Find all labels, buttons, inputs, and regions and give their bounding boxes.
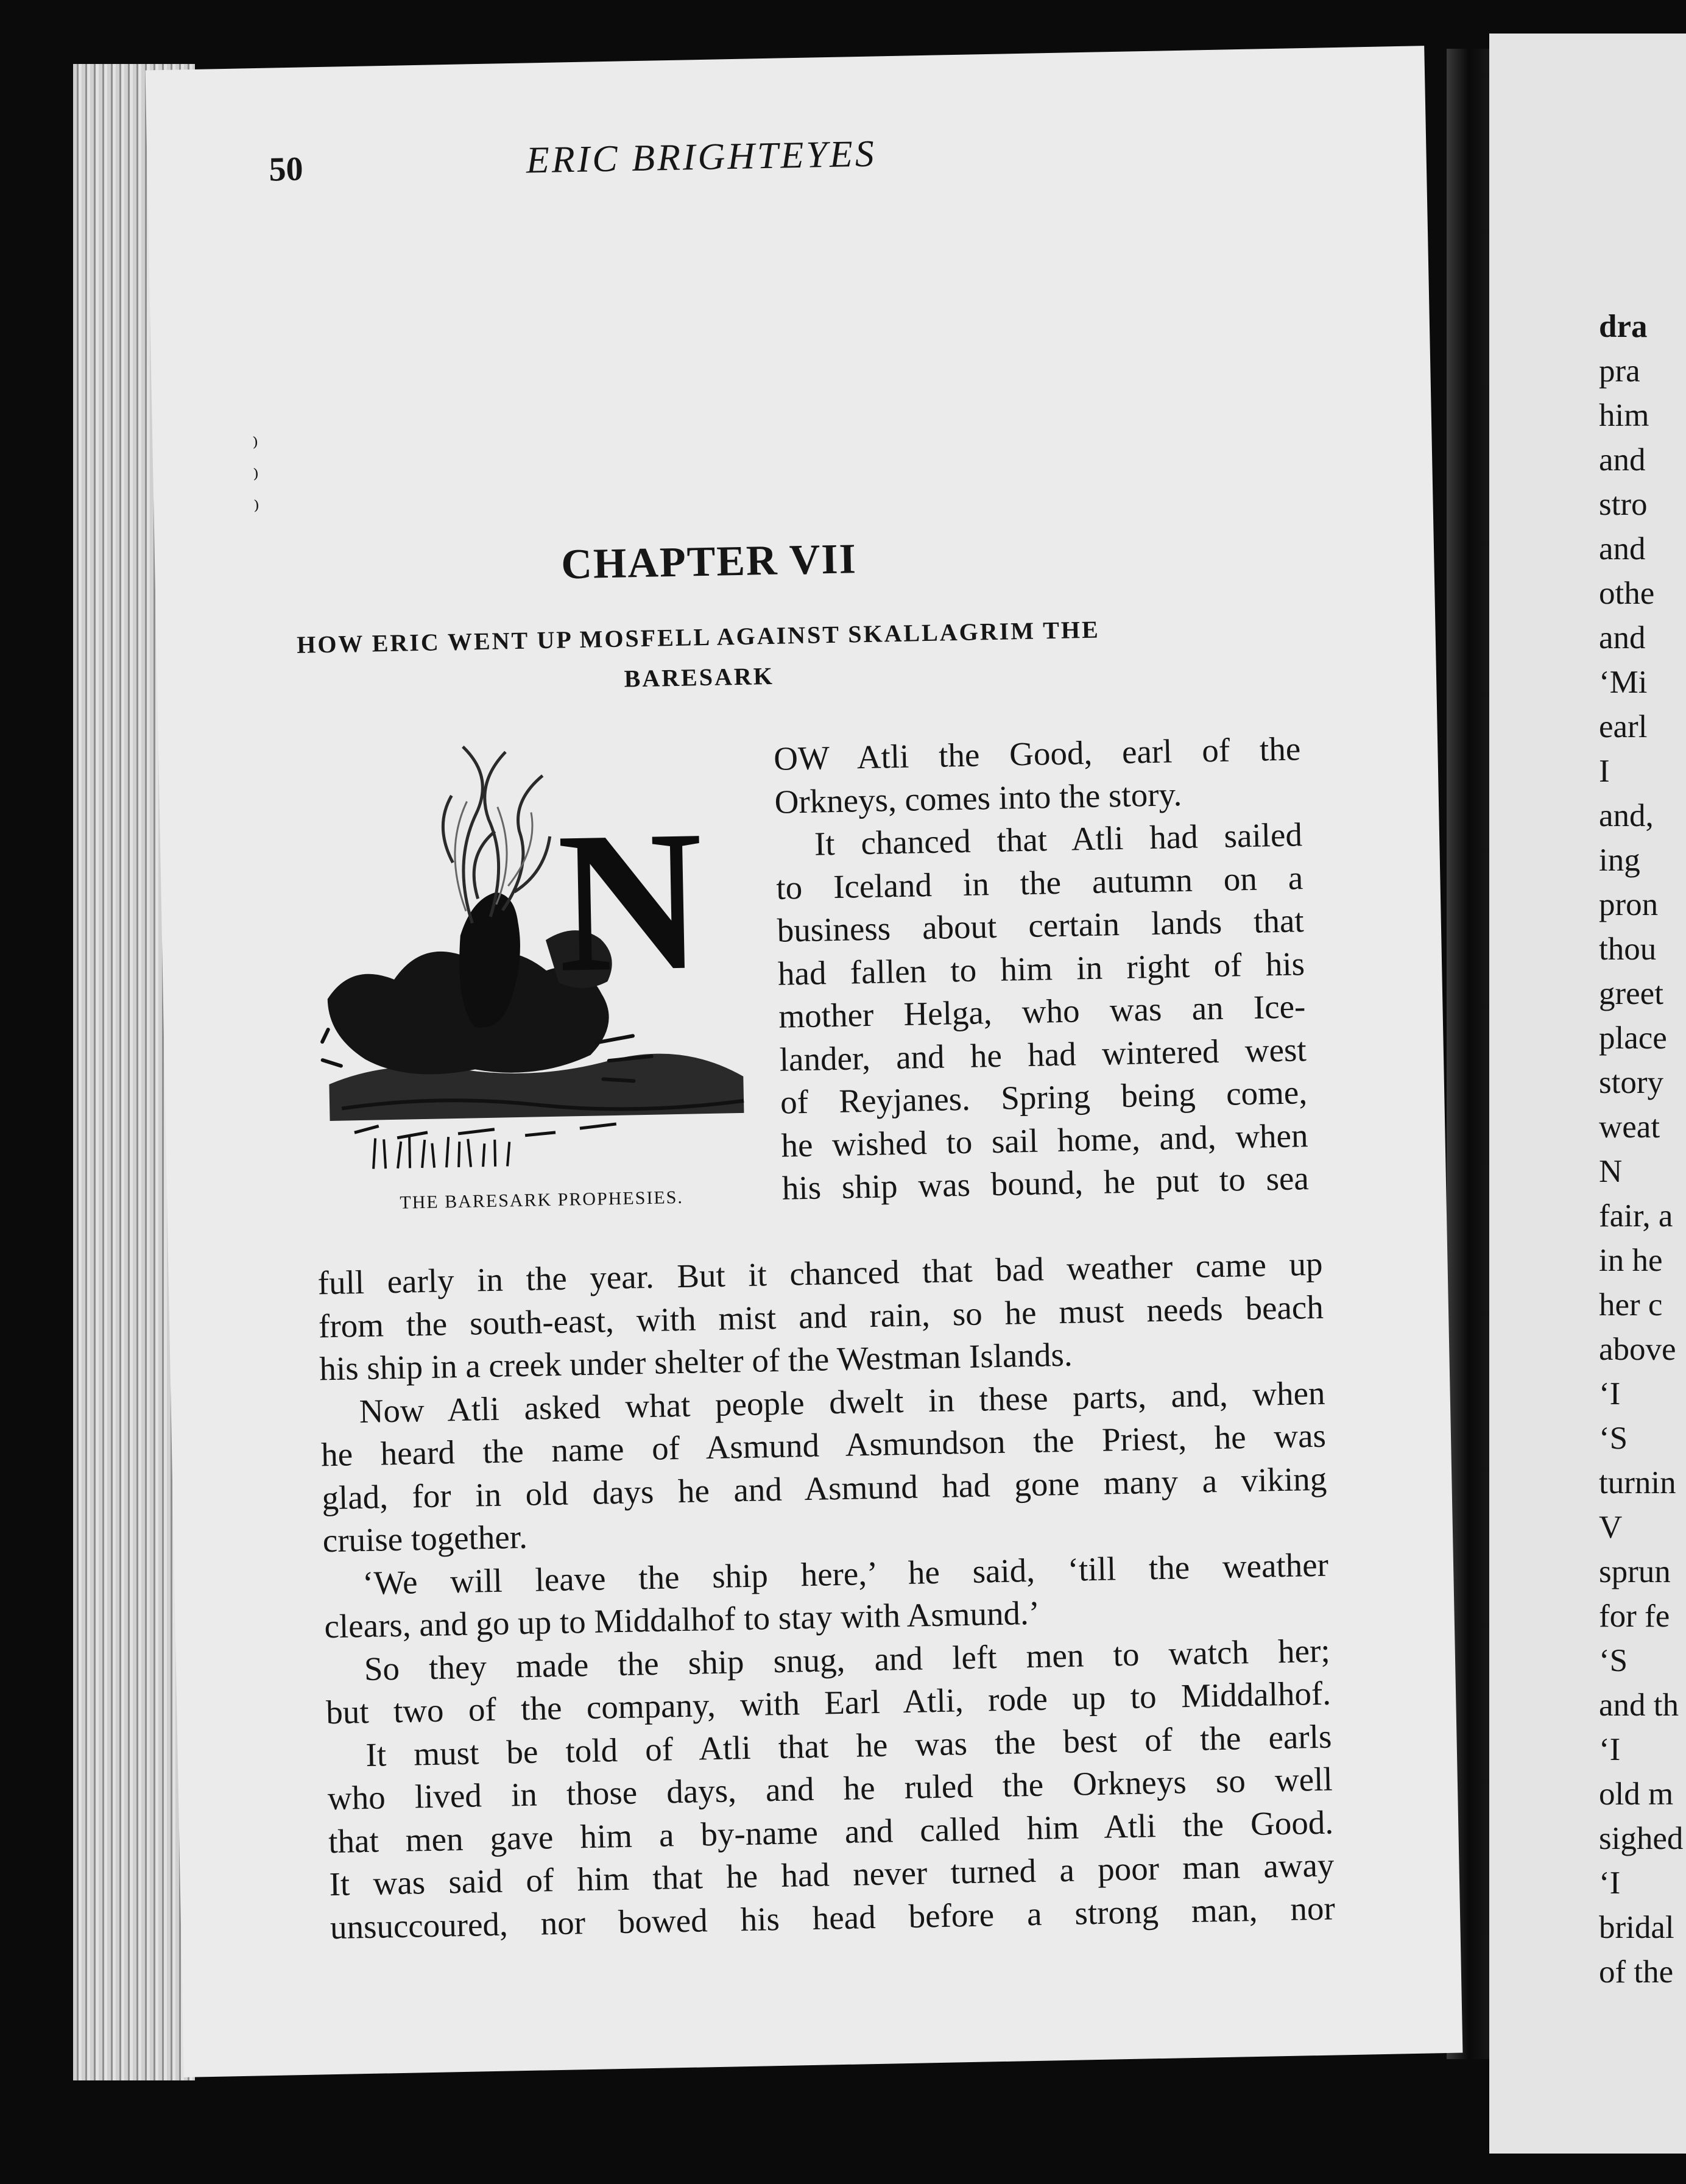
facing-page-fragment: sprun xyxy=(1599,1554,1671,1589)
facing-page-fragment: and xyxy=(1599,442,1646,478)
text-line: he heard the name of Asmund Asmundson the Priest, he was xyxy=(320,1416,1327,1474)
page-number: 50 xyxy=(268,150,304,189)
facing-page-fragment: and, xyxy=(1599,798,1654,833)
facing-page-fragment: greet xyxy=(1599,976,1663,1011)
baresark-illustration xyxy=(311,735,757,1176)
text-line: from the south-east, with mist and rain, so he must needs beach xyxy=(318,1288,1324,1345)
facing-page-fragment: old m xyxy=(1599,1776,1674,1812)
facing-page-fragment: and xyxy=(1599,620,1646,656)
body-text-block xyxy=(317,1243,1335,1949)
facing-page-fragment: of the xyxy=(1599,1954,1674,1990)
drop-cap: N xyxy=(556,789,705,1014)
facing-page-fragment: place xyxy=(1599,1020,1667,1056)
facing-page-fragment: and th xyxy=(1599,1687,1679,1723)
margin-mark: ⁾ xyxy=(253,495,260,524)
facing-page-fragment: othe xyxy=(1599,576,1655,611)
chapter-subtitle-line: HOW ERIC WENT UP MOSFELL AGAINST SKALLAGRIM THE xyxy=(296,615,1101,659)
facing-page-fragment: her c xyxy=(1599,1287,1663,1323)
facing-page-fragment: in he xyxy=(1599,1243,1663,1278)
text-line: to Iceland in the autumn on a xyxy=(775,858,1303,906)
text-line: of Reyjanes. Spring being come, xyxy=(780,1073,1308,1121)
facing-page-fragment: and xyxy=(1599,531,1646,567)
facing-page-fragment: pron xyxy=(1599,887,1659,922)
text-line: who lived in those days, and he ruled the Orkneys so well xyxy=(327,1760,1333,1817)
text-line: OW Atli the Good, earl of the xyxy=(773,730,1301,777)
facing-page-fragment: stro xyxy=(1599,487,1648,522)
margin-mark: ⁾ xyxy=(252,464,259,492)
facing-page-fragment: V xyxy=(1599,1510,1623,1545)
facing-page-fragment: ‘Mi xyxy=(1599,665,1648,700)
facing-page-fragment: N xyxy=(1599,1154,1623,1189)
facing-page xyxy=(1489,34,1686,2154)
text-line: business about certain lands that xyxy=(777,902,1305,949)
illustration-caption: THE BARESARK PROPHESIES. xyxy=(400,1187,684,1213)
text-line: clears, and go up to Middalhof to stay with Asmund.’ xyxy=(323,1594,1040,1645)
text-line: Now Atli asked what people dwelt in these parts, and, when xyxy=(359,1374,1326,1430)
facing-page-fragment: turnin xyxy=(1599,1465,1676,1500)
facing-page-fragment: him xyxy=(1599,398,1649,433)
text-line: his ship in a creek under shelter of the Westman Islands. xyxy=(319,1335,1073,1388)
facing-page-fragment: fair, a xyxy=(1599,1198,1673,1234)
facing-page-fragment: thou xyxy=(1599,931,1657,967)
text-line: he wished to sail home, and, when xyxy=(780,1116,1308,1164)
facing-page-fragment: ‘S xyxy=(1599,1421,1628,1456)
facing-page-fragment: above xyxy=(1599,1332,1676,1367)
facing-page-fragment: ‘I xyxy=(1599,1732,1621,1767)
text-line: had fallen to him in right of his xyxy=(777,944,1305,992)
chapter-subtitle xyxy=(150,607,1247,709)
facing-page-text xyxy=(1599,305,1683,1995)
text-line: his ship was bound, he put to sea xyxy=(781,1159,1310,1207)
chapter-subtitle-line: BARESARK xyxy=(624,662,775,693)
text-line: ‘We will leave the ship here,’ he said, ‘till the weather xyxy=(362,1546,1329,1602)
facing-page-fragment: for fe xyxy=(1599,1599,1670,1634)
facing-page-fragment: ‘S xyxy=(1599,1643,1628,1678)
facing-page-fragment: ing xyxy=(1599,843,1640,878)
text-line: mother Helga, who was an Ice- xyxy=(778,988,1306,1035)
facing-page-fragment: story xyxy=(1599,1065,1663,1100)
chapter-title: CHAPTER VII xyxy=(560,535,858,588)
text-line: that men gave him a by-name and called him Atli the Good. xyxy=(328,1803,1334,1860)
text-line: but two of the company, with Earl Atli, rode up to Middalhof. xyxy=(325,1674,1332,1731)
running-head: ERIC BRIGHTEYES xyxy=(526,133,877,182)
facing-page-fragment: sighed xyxy=(1599,1821,1684,1856)
text-line: full early in the year. But it chanced that bad weather came up xyxy=(317,1245,1323,1302)
text-line: It was said of him that he had never turned a poor man away xyxy=(329,1846,1335,1903)
facing-page-fragment: ‘I xyxy=(1599,1865,1621,1901)
margin-mark: ⁾ xyxy=(252,433,259,461)
text-line: glad, for in old days he and Asmund had gone many a viking xyxy=(321,1460,1327,1516)
facing-page-fragment: ‘I xyxy=(1599,1376,1621,1412)
facing-page-fragment: dra xyxy=(1599,309,1648,344)
facing-page-fragment: I xyxy=(1599,754,1610,789)
facing-page-fragment: bridal xyxy=(1599,1910,1674,1945)
text-line: unsuccoured, nor bowed his head before a strong man, nor xyxy=(330,1889,1336,1946)
facing-page-fragment: earl xyxy=(1599,709,1648,744)
margin-marks xyxy=(252,431,260,526)
text-line: lander, and he had wintered west xyxy=(779,1030,1307,1078)
text-line: So they made the ship snug, and left men to watch her; xyxy=(364,1631,1331,1687)
text-line: Orkneys, comes into the story. xyxy=(774,775,1182,821)
text-line: cruise together. xyxy=(322,1518,528,1560)
text-line: It chanced that Atli had sailed xyxy=(814,816,1303,863)
facing-page-fragment: weat xyxy=(1599,1109,1660,1145)
facing-page-fragment: pra xyxy=(1599,353,1640,389)
text-line: It must be told of Atli that he was the best of the earls xyxy=(365,1717,1332,1773)
wrapped-text-block xyxy=(774,727,1310,1210)
